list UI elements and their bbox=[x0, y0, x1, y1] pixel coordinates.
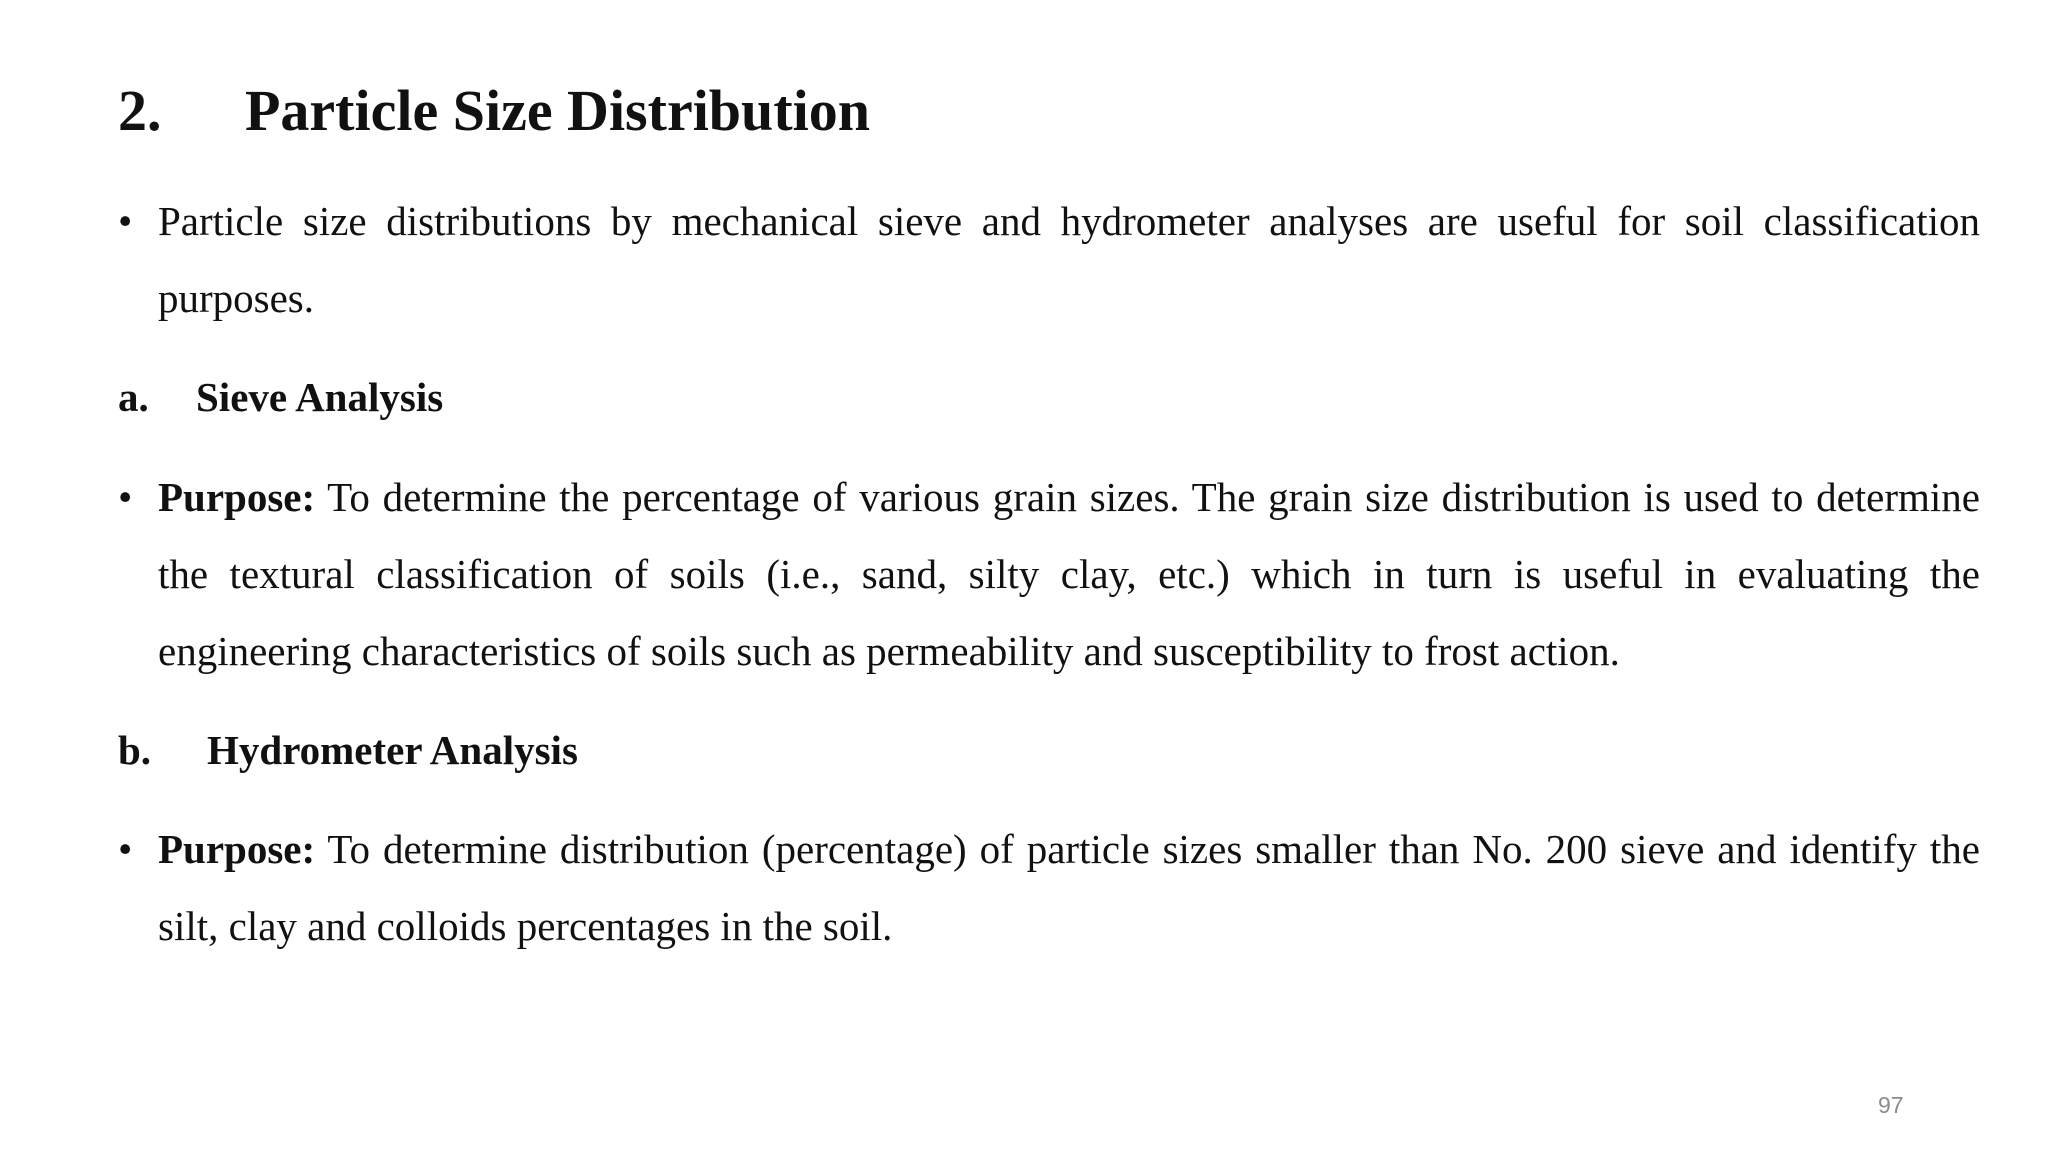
section-b-purpose bbox=[158, 811, 1980, 965]
section-b-purpose-label: Purpose: bbox=[158, 826, 316, 872]
section-b-title: Hydrometer Analysis bbox=[207, 727, 578, 773]
section-a-purpose-bullet bbox=[118, 459, 1980, 690]
title-text: Particle Size Distribution bbox=[245, 78, 871, 143]
intro-bullet bbox=[118, 183, 1980, 337]
section-b-heading bbox=[118, 722, 578, 778]
section-a-purpose bbox=[158, 459, 1980, 690]
section-b-letter: b. bbox=[118, 727, 152, 773]
section-a-letter: a. bbox=[118, 374, 149, 420]
intro-bullet-text: Particle size distributions by mechanical sieve and hydrometer analyses are useful for soil classification purposes. bbox=[158, 198, 1980, 321]
section-a-purpose-label: Purpose: bbox=[158, 474, 316, 520]
section-a-title: Sieve Analysis bbox=[196, 374, 444, 420]
section-b-purpose-bullet bbox=[118, 811, 1980, 965]
bullet-icon: • bbox=[118, 198, 133, 244]
slide-title bbox=[118, 76, 870, 146]
section-a-heading bbox=[118, 369, 443, 425]
section-a-purpose-text: To determine the percentage of various grain sizes. The grain size distribution is used to determine the textural classification of soils (i.e., sand, silty clay, etc.) which in turn is useful in evaluating the engineering characteristics of soils such as permeability and susceptibility to frost action. bbox=[158, 474, 1980, 674]
page-number: 97 bbox=[1878, 1092, 1904, 1118]
bullet-icon: • bbox=[118, 474, 133, 520]
title-number: 2. bbox=[118, 78, 162, 143]
bullet-icon: • bbox=[118, 826, 133, 872]
section-b-purpose-text: To determine distribution (percentage) of particle sizes smaller than No. 200 sieve and identify the silt, clay and colloids percentages in the soil. bbox=[158, 826, 1980, 949]
